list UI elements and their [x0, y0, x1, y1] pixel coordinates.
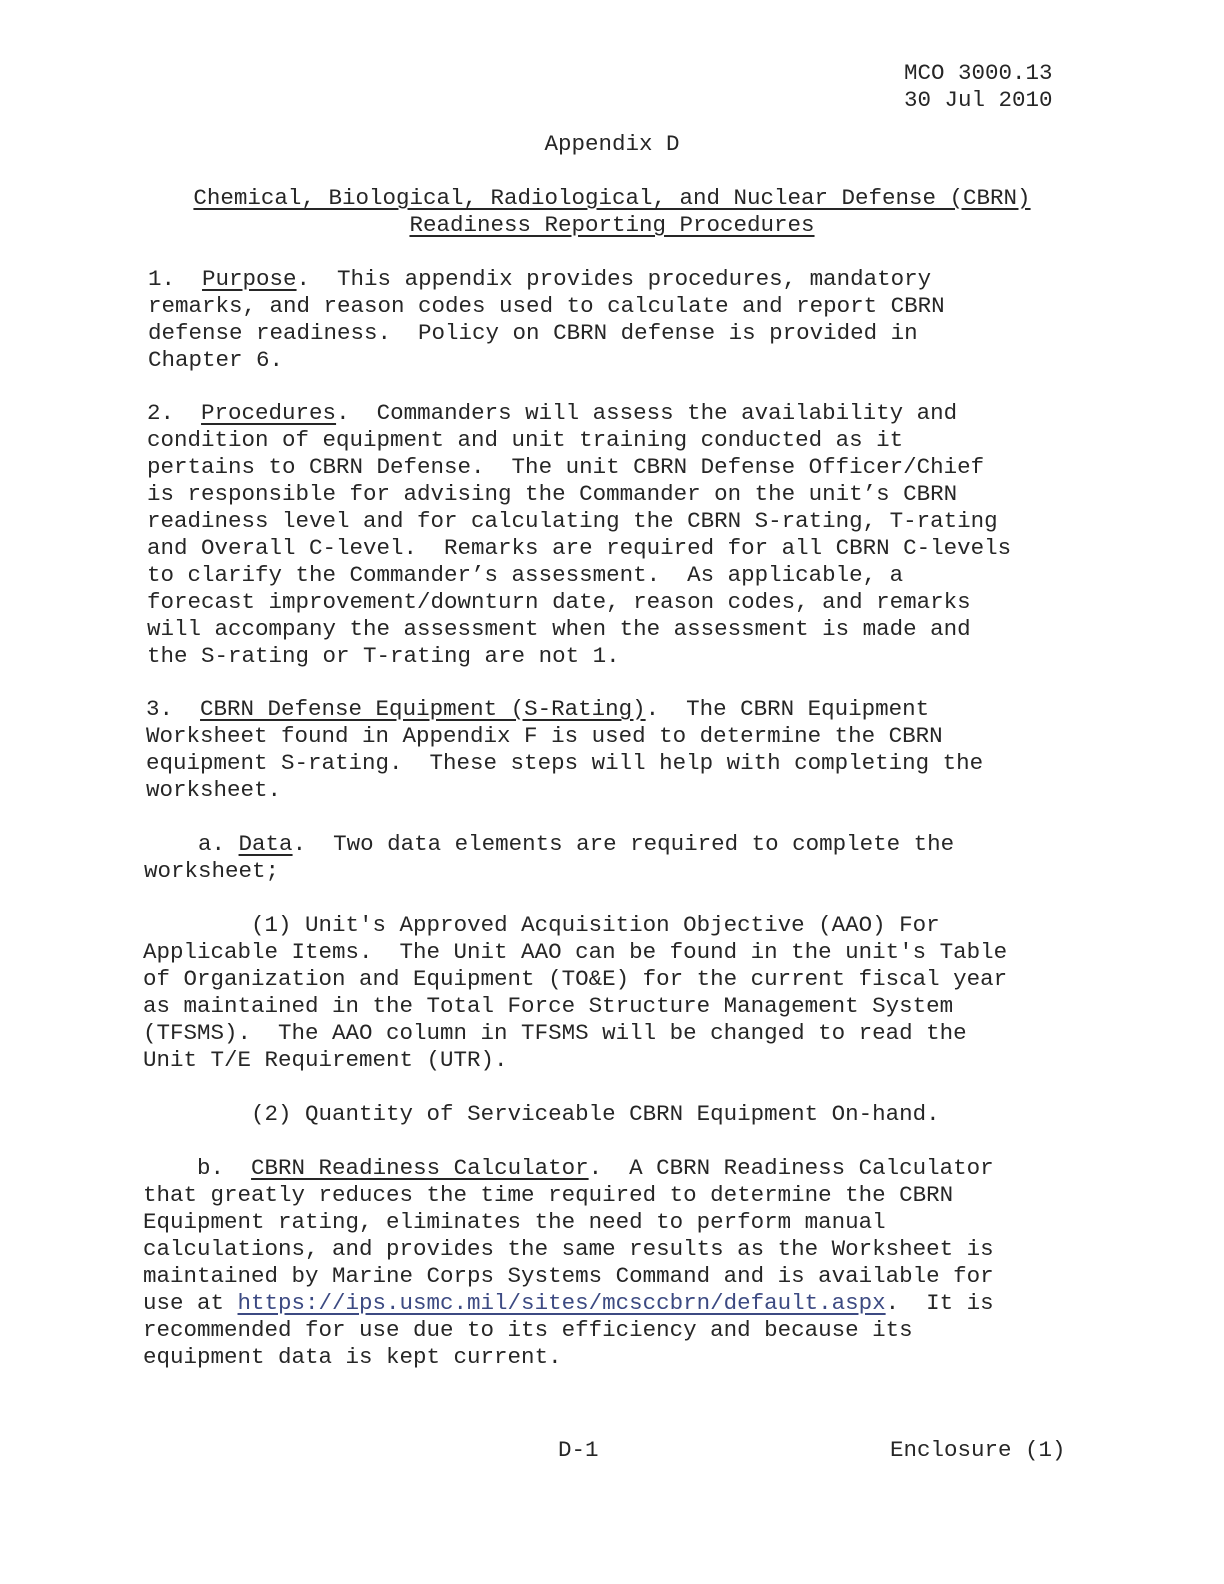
- section-number: 2.: [147, 400, 175, 426]
- section-procedures-first-line: [147, 400, 1077, 427]
- paragraph-line: [143, 912, 1073, 939]
- paragraph-line: and Overall C-level. Remarks are required for all CBRN C-levels: [147, 535, 1012, 561]
- section-number: 3.: [146, 696, 174, 722]
- paragraph-line: calculations, and provides the same results as the Worksheet is: [143, 1236, 994, 1262]
- paragraph-line: forecast improvement/downturn date, reason codes, and remarks: [147, 589, 971, 615]
- paragraph-line: remarks, and reason codes used to calculate and report CBRN: [148, 293, 945, 319]
- link-suffix: . It is: [885, 1290, 994, 1316]
- paragraph-line: condition of equipment and unit training conducted as it: [147, 427, 904, 453]
- paragraph-line: worksheet;: [144, 858, 280, 884]
- subsection-letter: b.: [197, 1155, 225, 1181]
- title-line-1-text: Chemical, Biological, Radiological, and Nuclear Defense (CBRN): [193, 185, 1031, 211]
- subsection-calculator: [143, 1155, 1073, 1371]
- paragraph-line: of Organization and Equipment (TO&E) for the current fiscal year: [143, 966, 1008, 992]
- paragraph-line: the S-rating or T-rating are not 1.: [147, 643, 620, 669]
- section-text: . Commanders will assess the availability and: [336, 400, 958, 426]
- title-line-1: [0, 185, 1224, 212]
- enclosure-label: Enclosure (1): [890, 1437, 1066, 1463]
- paragraph-line: recommended for use due to its efficiency and because its: [143, 1317, 913, 1343]
- section-cbrn-equipment-first-line: [146, 696, 1076, 723]
- paragraph-line: is responsible for advising the Commander on the unit’s CBRN: [147, 481, 958, 507]
- section-purpose-first-line: [148, 266, 1078, 293]
- section-text: . The CBRN Equipment: [645, 696, 930, 722]
- subsection-heading: CBRN Readiness Calculator: [251, 1155, 589, 1181]
- paragraph-line: worksheet.: [146, 777, 282, 803]
- subsection-text: . Two data elements are required to complete the: [292, 831, 955, 857]
- paragraph-line: pertains to CBRN Defense. The unit CBRN Defense Officer/Chief: [147, 454, 985, 480]
- subsection-heading: Data: [238, 831, 293, 857]
- paragraph-line: will accompany the assessment when the assessment is made and: [147, 616, 971, 642]
- item-quantity: [143, 1101, 1073, 1128]
- subsection-calculator-first-line: [143, 1155, 1073, 1182]
- section-number: 1.: [148, 266, 176, 292]
- page-number: D-1: [558, 1437, 599, 1463]
- paragraph-line: defense readiness. Policy on CBRN defense is provided in: [148, 320, 918, 346]
- paragraph-line: to clarify the Commander’s assessment. As applicable, a: [147, 562, 904, 588]
- subsection-text: . A CBRN Readiness Calculator: [588, 1155, 994, 1181]
- section-heading: Purpose: [202, 266, 297, 292]
- title-line-2-text: Readiness Reporting Procedures: [409, 212, 815, 238]
- section-heading: Procedures: [201, 400, 337, 426]
- section-heading: CBRN Defense Equipment (S-Rating): [200, 696, 646, 722]
- paragraph-line: as maintained in the Total Force Structure Management System: [143, 993, 954, 1019]
- document-date: 30 Jul 2010: [904, 87, 1053, 113]
- item-aao: [143, 912, 1073, 1074]
- paragraph-line: Applicable Items. The Unit AAO can be found in the unit's Table: [143, 939, 1008, 965]
- appendix-label: Appendix D: [544, 131, 680, 157]
- paragraph-line-with-link: [143, 1290, 1073, 1317]
- item-text: (1) Unit's Approved Acquisition Objective (AAO) For: [251, 912, 940, 938]
- paragraph-line: readiness level and for calculating the CBRN S-rating, T-rating: [147, 508, 998, 534]
- section-cbrn-equipment: [146, 696, 1076, 804]
- paragraph-line: Unit T/E Requirement (UTR).: [143, 1047, 508, 1073]
- section-purpose: [148, 266, 1078, 374]
- item-text: (2) Quantity of Serviceable CBRN Equipment On-hand.: [251, 1101, 940, 1127]
- link-prefix: use at: [143, 1290, 238, 1316]
- subsection-letter: a.: [198, 831, 226, 857]
- calculator-link[interactable]: https://ips.usmc.mil/sites/mcsccbrn/default.aspx: [237, 1290, 886, 1316]
- paragraph-line: equipment data is kept current.: [143, 1344, 562, 1370]
- paragraph-line: Chapter 6.: [148, 347, 284, 373]
- subsection-data: [144, 831, 1074, 885]
- paragraph-line: maintained by Marine Corps Systems Command and is available for: [143, 1263, 994, 1289]
- section-text: . This appendix provides procedures, mandatory: [296, 266, 932, 292]
- paragraph-line: equipment S-rating. These steps will help with completing the: [146, 750, 984, 776]
- paragraph-line: Worksheet found in Appendix F is used to determine the CBRN: [146, 723, 943, 749]
- section-procedures: [147, 400, 1077, 670]
- paragraph-line: Equipment rating, eliminates the need to perform manual: [143, 1209, 886, 1235]
- document-number: MCO 3000.13: [904, 60, 1053, 86]
- subsection-data-first-line: [144, 831, 1074, 858]
- paragraph-line: that greatly reduces the time required to determine the CBRN: [143, 1182, 954, 1208]
- paragraph-line: (TFSMS). The AAO column in TFSMS will be changed to read the: [143, 1020, 967, 1046]
- paragraph-line: [143, 1101, 1073, 1128]
- title-line-2: [0, 212, 1224, 239]
